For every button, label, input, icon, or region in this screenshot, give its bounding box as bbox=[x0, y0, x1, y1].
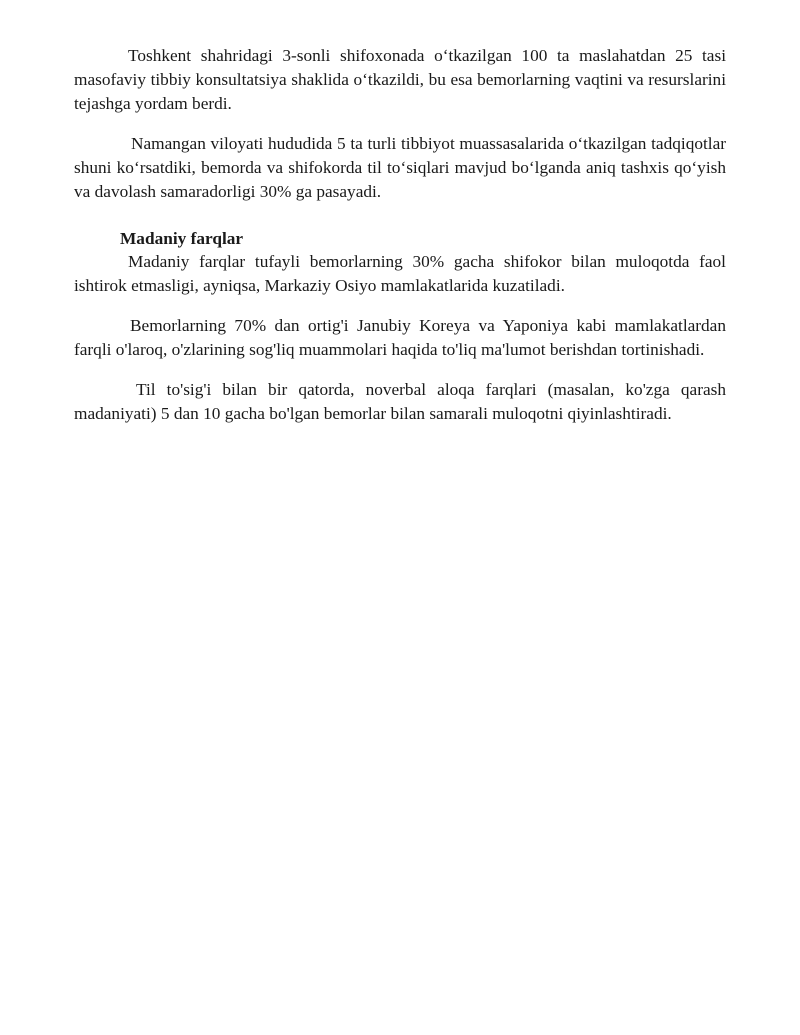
section-heading-madaniy-farqlar: Madaniy farqlar bbox=[120, 229, 244, 248]
paragraph-nonverbal-communication: Til to'sig'i bilan bir qatorda, noverbal aloqa farqlari (masalan, ko'zga qarash madaniyati) 5 dan 10 gacha bo'lgan bemorlar bilan samarali muloqotni qiyinlashtiradi. bbox=[74, 380, 726, 423]
paragraph-toshkent-consultations: Toshkent shahridagi 3-sonli shifoxonada o‘tkazilgan 100 ta maslahatdan 25 tasi masofaviy tibbiy konsultatsiya shaklida o‘tkazildi, bu esa bemorlarning vaqtini va resurslarini tejashga yordam berdi. bbox=[74, 46, 726, 113]
paragraph-patients-hesitation: Bemorlarning 70% dan ortig'i Janubiy Koreya va Yaponiya kabi mamlakatlardan farqli o'laroq, o'zlarining sog'liq muammolari haqida to'liq ma'lumot berishdan tortinishadi. bbox=[74, 316, 726, 359]
paragraph-namangan-research: Namangan viloyati hududida 5 ta turli tibbiyot muassasalarida o‘tkazilgan tadqiqotlar shuni ko‘rsatdiki, bemorda va shifokorda til to‘siqlari mavjud bo‘lganda aniq tashxis qo‘yish va davolash samaradorligi 30% ga pasayadi. bbox=[74, 134, 726, 201]
document-page bbox=[74, 44, 726, 426]
paragraph-cultural-differences: Madaniy farqlar tufayli bemorlarning 30% gacha shifokor bilan muloqotda faol ishtirok etmasligi, ayniqsa, Markaziy Osiyo mamlakatlarida kuzatiladi. bbox=[74, 252, 726, 295]
